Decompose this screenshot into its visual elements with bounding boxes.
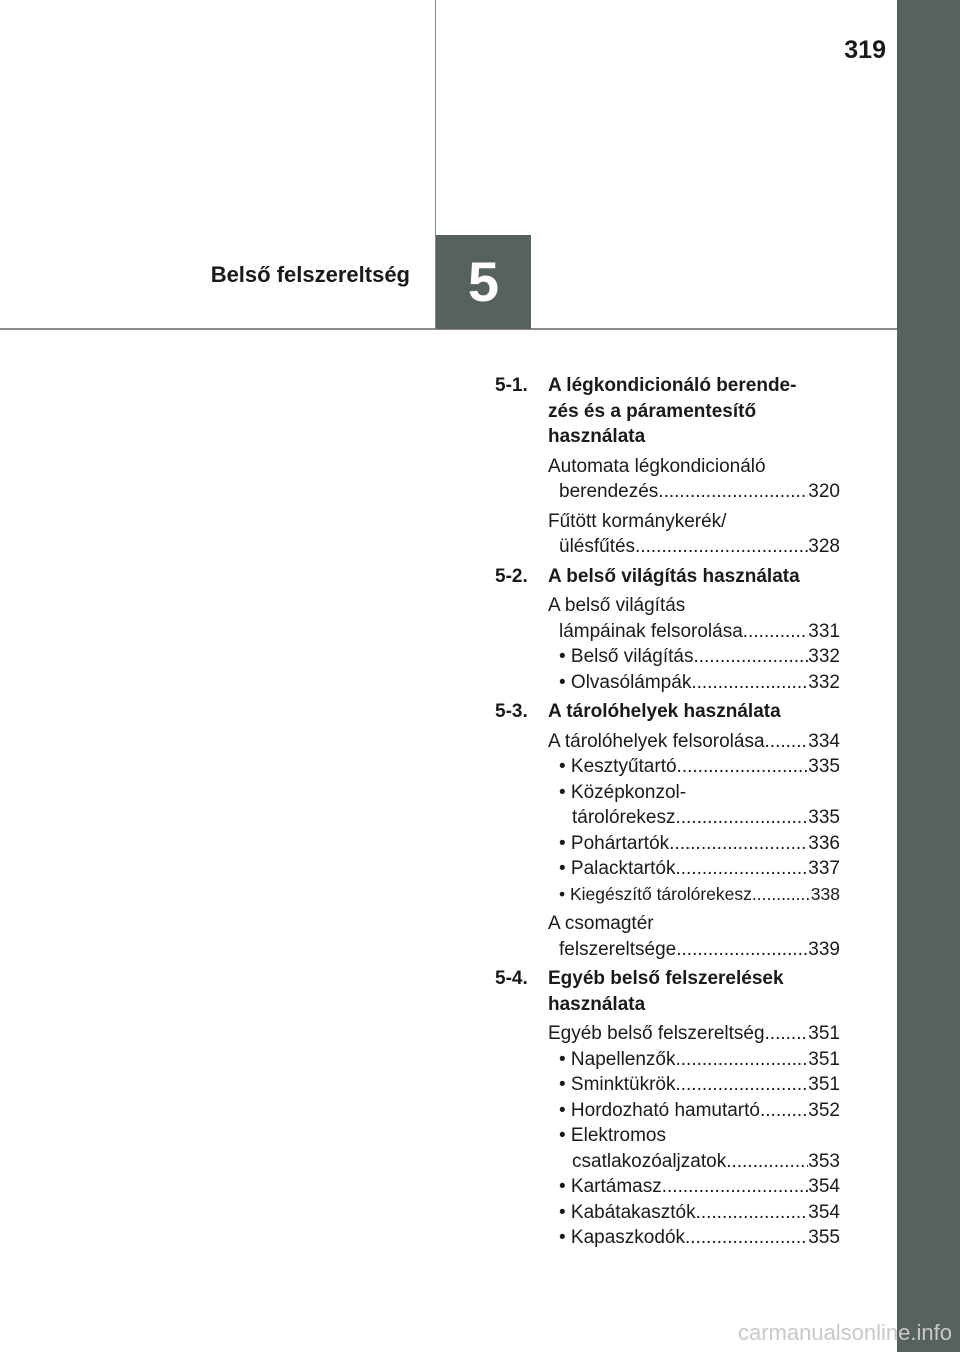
toc-entry-label: • Sminktükrök [559, 1074, 676, 1095]
section-title-line: A belső világítás használata [548, 565, 800, 587]
section-title-line: A légkondicionáló berende- [548, 375, 797, 396]
toc-subentry-row[interactable] [559, 670, 840, 696]
toc-subentry-row[interactable] [559, 1149, 840, 1175]
toc-entry-label: csatlakozóaljzatok [572, 1150, 727, 1172]
dot-leader [765, 729, 809, 755]
toc-entry-label: • Kiegészítő tárolórekesz [559, 883, 752, 904]
toc-section-heading[interactable] [495, 966, 840, 1017]
toc-entry-row[interactable] [548, 619, 840, 645]
section-title [548, 699, 840, 725]
section-title-line: használata [548, 426, 646, 447]
toc-entry[interactable] [495, 454, 840, 505]
toc-page-number: 351 [808, 1048, 840, 1070]
toc-page-number: 354 [808, 1201, 840, 1223]
toc-entry-line: A belső világítás [548, 595, 686, 616]
watermark: carmanualsonline.info [737, 1320, 952, 1345]
chapter-number-badge: 5 [436, 235, 531, 329]
toc-entry-row[interactable] [548, 729, 840, 755]
toc-section-heading[interactable] [495, 699, 840, 725]
section-title-line: A tárolóhelyek használata [548, 701, 781, 722]
toc-entry-label: • Hordozható hamutartó [559, 1099, 760, 1121]
toc-entry-label: lámpáinak felsorolása [559, 620, 743, 642]
section-title-line: használata [548, 993, 646, 1015]
dot-leader [675, 1072, 808, 1098]
section-title [548, 564, 840, 590]
toc-subentry[interactable] [548, 1072, 840, 1098]
toc-entry-label: • Kapaszkodók [559, 1227, 686, 1248]
toc-page-number: 355 [808, 1227, 840, 1248]
toc-page-number: 353 [808, 1150, 840, 1172]
dot-leader [676, 937, 808, 963]
toc-subentry-row[interactable] [559, 1200, 840, 1226]
dot-leader [696, 1200, 809, 1226]
toc-subentry-row[interactable] [559, 754, 840, 780]
toc-subentry[interactable] [548, 644, 840, 670]
section-title [548, 966, 840, 1017]
toc-entry[interactable] [495, 729, 840, 908]
toc-page-number: 332 [808, 646, 840, 667]
section-number: 5-2. [495, 565, 528, 587]
dot-leader [658, 479, 808, 505]
toc-subentry[interactable] [548, 754, 840, 780]
section-title-line: Egyéb belső felszerelések [548, 968, 784, 989]
toc-subentry-row[interactable] [559, 1047, 840, 1073]
toc-page-number: 352 [808, 1099, 840, 1121]
toc-page-number: 331 [808, 620, 840, 642]
toc-entry-label: • Kesztyűtartó [559, 756, 677, 777]
toc-page-number: 335 [808, 807, 840, 828]
toc-subentry[interactable] [548, 1047, 840, 1073]
toc-subentry-row[interactable] [559, 805, 840, 831]
dot-leader [677, 754, 809, 780]
toc-entry[interactable] [495, 1021, 840, 1251]
toc-entry-label: tárolórekesz [572, 807, 676, 828]
toc-page-number: 338 [810, 883, 840, 904]
chapter-title: Belső felszereltség [210, 262, 410, 287]
toc-entry[interactable] [495, 593, 840, 695]
dot-leader [726, 1149, 808, 1175]
toc-section-heading[interactable] [495, 373, 840, 450]
dot-leader [676, 1047, 809, 1073]
toc-entry-label: • Kartámasz [559, 1176, 662, 1197]
toc-entry-label: ülésfűtés [559, 536, 636, 557]
toc-entry-label: • Kabátakasztók [559, 1201, 696, 1223]
section-number: 5-1. [495, 375, 528, 396]
toc-entry-row[interactable] [548, 479, 840, 505]
toc-entry-label: A tárolóhelyek felsorolása [548, 730, 765, 752]
section-number: 5-3. [495, 701, 528, 722]
dot-leader [685, 1225, 808, 1251]
toc-subentry[interactable] [548, 882, 840, 908]
toc-subentry-line: • Elektromos [559, 1125, 666, 1146]
toc-entry-label: felszereltsége [559, 938, 677, 960]
toc-entry-row[interactable] [548, 937, 840, 963]
toc-subentry[interactable] [548, 1098, 840, 1124]
dot-leader [765, 1021, 809, 1047]
dot-leader [691, 670, 808, 696]
toc-entry-line: A csomagtér [548, 913, 654, 934]
toc-subentry-row[interactable] [559, 644, 840, 670]
toc-subentry[interactable] [548, 1123, 840, 1174]
toc-subentry-row[interactable] [559, 1174, 840, 1200]
toc-page-number: 328 [808, 536, 840, 557]
toc-subentry-row[interactable] [559, 1072, 840, 1098]
toc-page-number: 337 [808, 858, 840, 879]
toc-entry-row[interactable] [548, 1021, 840, 1047]
toc-subentry[interactable] [548, 856, 840, 882]
dot-leader [760, 1098, 808, 1124]
toc-page-number: 336 [808, 832, 840, 854]
toc-entry-line: Fűtött kormánykerék/ [548, 510, 727, 532]
toc-subentry[interactable] [548, 1200, 840, 1226]
toc-entry-label: • Belső világítás [559, 646, 694, 667]
toc-page-number: 351 [808, 1023, 840, 1044]
toc-subentry-row[interactable] [559, 882, 840, 908]
toc-subentry[interactable] [548, 780, 840, 831]
toc-page-number: 335 [808, 756, 840, 777]
toc-entry[interactable] [495, 509, 840, 560]
toc-entry-label: Egyéb belső felszereltség [548, 1023, 765, 1044]
toc-subentry-row[interactable] [559, 1098, 840, 1124]
section-title [548, 373, 840, 450]
toc-entry-line: Automata légkondicionáló [548, 455, 766, 477]
toc-section-heading[interactable] [495, 564, 840, 590]
page-number: 319 [844, 36, 886, 64]
toc-subentry[interactable] [548, 1225, 840, 1251]
toc-entry-row[interactable] [548, 534, 840, 560]
toc-entry[interactable] [495, 911, 840, 962]
dot-leader [662, 1174, 809, 1200]
toc-subentry-row[interactable] [559, 831, 840, 857]
toc-page-number: 339 [808, 938, 840, 960]
section-number: 5-4. [495, 968, 528, 989]
dot-leader [675, 856, 808, 882]
dot-leader [676, 805, 809, 831]
toc-subentry[interactable] [548, 670, 840, 696]
dot-leader [743, 619, 809, 645]
toc-page-number: 332 [808, 671, 840, 693]
toc-entry-label: • Pohártartók [559, 832, 670, 854]
toc-page-number: 351 [808, 1074, 840, 1095]
toc-subentry-row[interactable] [559, 1225, 840, 1251]
toc-page-number: 334 [808, 730, 840, 752]
dot-leader [635, 534, 808, 560]
dot-leader [752, 882, 811, 908]
chapter-side-tab [897, 0, 960, 1352]
toc-subentry-line: • Középkonzol- [559, 781, 687, 803]
toc-entry-label: berendezés [559, 481, 659, 502]
toc-entry-label: • Napellenzők [559, 1048, 676, 1070]
toc-subentry-row[interactable] [559, 856, 840, 882]
dot-leader [693, 644, 808, 670]
toc-page-number: 354 [808, 1176, 840, 1197]
toc-entry-label: • Palacktartók [559, 858, 676, 879]
toc-entry-label: • Olvasólámpák [559, 671, 692, 693]
table-of-contents [495, 373, 840, 1255]
toc-page-number: 320 [808, 481, 840, 502]
dot-leader [669, 831, 808, 857]
section-title-line: zés és a páramentesítő [548, 400, 757, 422]
toc-subentry[interactable] [548, 1174, 840, 1200]
toc-subentry[interactable] [548, 831, 840, 857]
